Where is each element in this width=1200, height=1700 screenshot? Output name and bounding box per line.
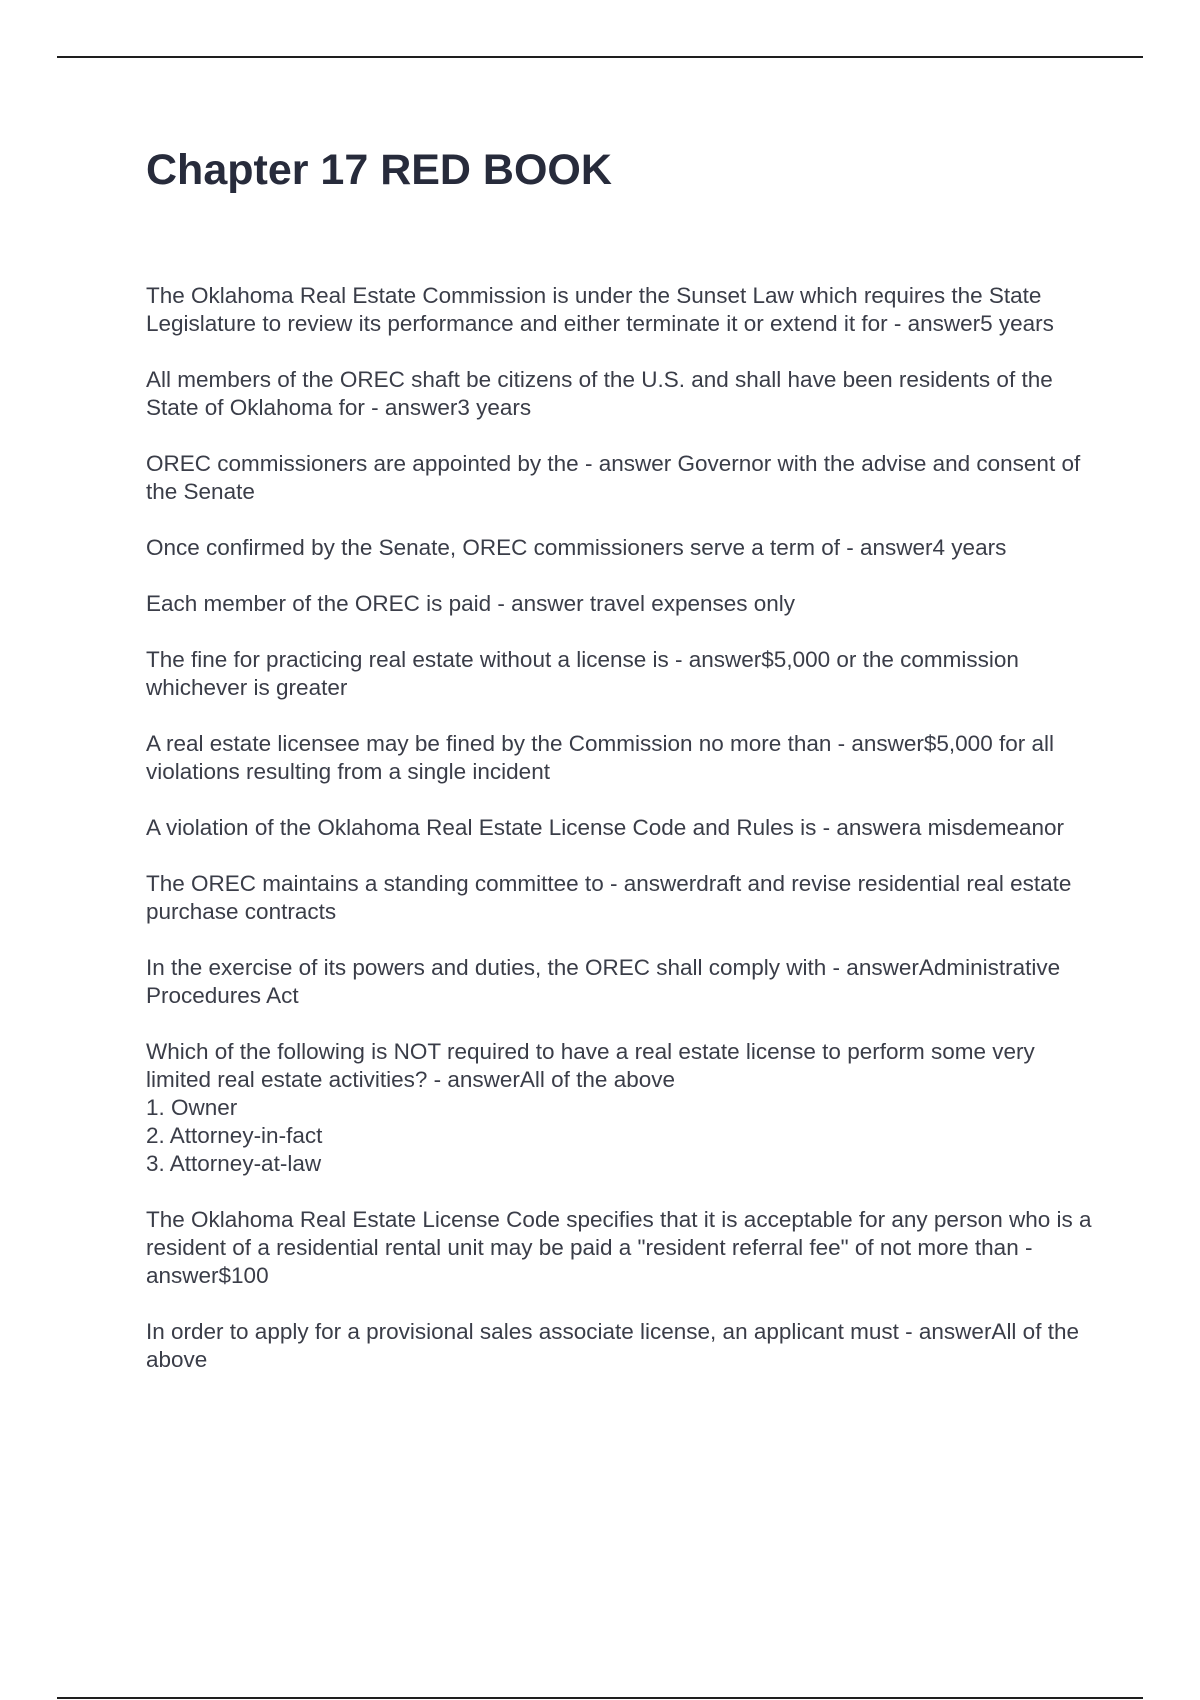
qa-item: A real estate licensee may be fined by the Commission no more than - answer$5,000 for all violations resulting from a single incident [146,731,1054,784]
qa-item: Once confirmed by the Senate, OREC commissioners serve a term of - answer4 years [146,535,1007,560]
qa-item: Each member of the OREC is paid - answer travel expenses only [146,591,796,616]
qa-list [146,282,1096,1402]
top-divider [57,56,1143,58]
qa-item: In the exercise of its powers and duties, the OREC shall comply with - answerAdministrative Procedures Act [146,955,1061,1008]
page-title: Chapter 17 RED BOOK [146,146,612,194]
qa-item: In order to apply for a provisional sales associate license, an applicant must - answerAll of the above [146,1319,1079,1372]
qa-item: The fine for practicing real estate without a license is - answer$5,000 or the commission whichever is greater [146,647,1019,700]
qa-item: All members of the OREC shaft be citizens of the U.S. and shall have been residents of the State of Oklahoma for - answer3 years [146,367,1053,420]
qa-item: OREC commissioners are appointed by the - answer Governor with the advise and consent of the Senate [146,451,1081,504]
qa-item: The Oklahoma Real Estate License Code specifies that it is acceptable for any person who is a resident of a residential rental unit may be paid a "resident referral fee" of not more than - answer$100 [146,1207,1092,1288]
qa-item: Which of the following is NOT required to have a real estate license to perform some very limited real estate activities? - answerAll of the above 1. Owner 2. Attorney-in-fact 3. Attorney-at-law [146,1039,1035,1176]
qa-item: The OREC maintains a standing committee to - answerdraft and revise residential real estate purchase contracts [146,871,1072,924]
bottom-divider [57,1697,1143,1699]
qa-item: The Oklahoma Real Estate Commission is under the Sunset Law which requires the State Legislature to review its performance and either terminate it or extend it for - answer5 years [146,283,1054,336]
qa-item: A violation of the Oklahoma Real Estate License Code and Rules is - answera misdemeanor [146,815,1064,840]
